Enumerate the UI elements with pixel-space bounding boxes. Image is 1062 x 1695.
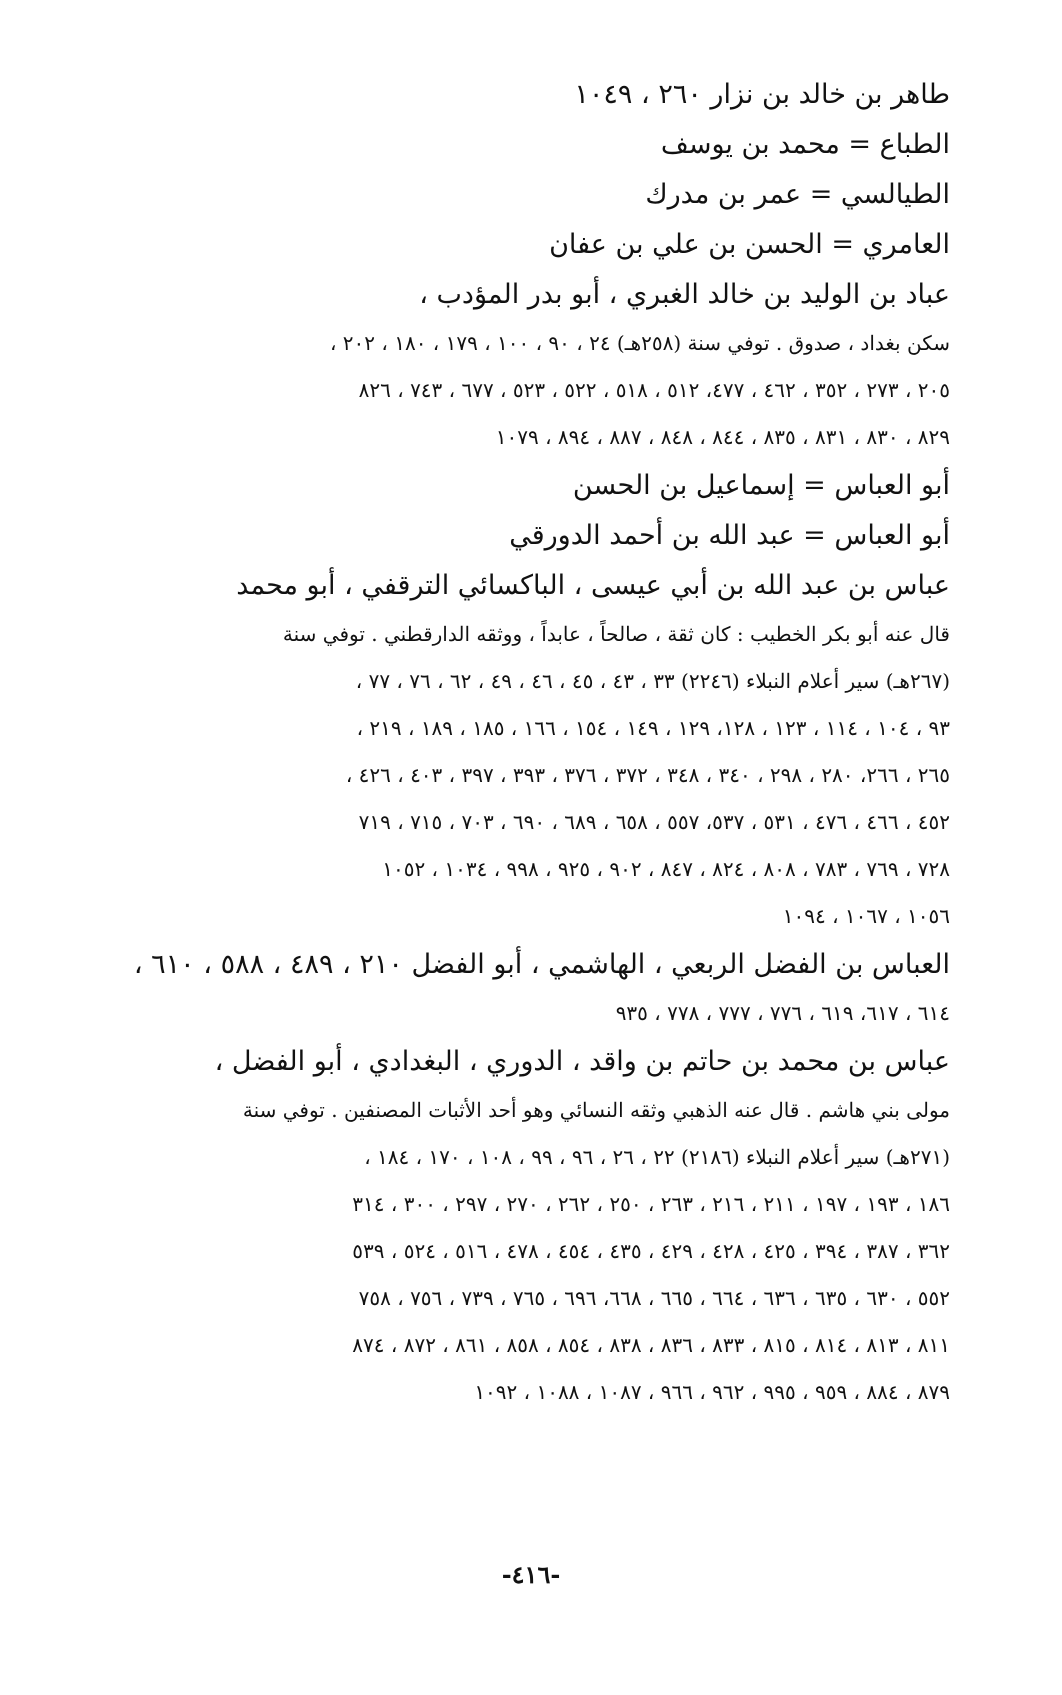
detail-line: ٦١٤ ، ٦١٧، ٦١٩ ، ٧٧٦ ، ٧٧٧ ، ٧٧٨ ، ٩٣٥ <box>615 1001 950 1025</box>
detail-line: ٢٦٥ ، ٢٦٦، ٢٨٠ ، ٢٩٨ ، ٣٤٠ ، ٣٤٨ ، ٣٧٢ ، ٣٧٦ ، ٣٩٣ ، ٣٩٧ ، ٤٠٣ ، ٤٢٦ ، <box>345 763 950 787</box>
detail-line: (٢٧١هـ) سير أعلام النبلاء (٢١٨٦) ٢٢ ، ٢٦ ، ٩٦ ، ٩٩ ، ١٠٨ ، ١٧٠ ، ١٨٤ ، <box>364 1145 950 1169</box>
detail-line: ٨٧٩ ، ٨٨٤ ، ٩٥٩ ، ٩٩٥ ، ٩٦٢ ، ٩٦٦ ، ١٠٨٧ ، ١٠٨٨ ، ١٠٩٢ <box>474 1380 950 1404</box>
index-text-block <box>80 70 950 1416</box>
entry-line: أبو العباس = عبد الله بن أحمد الدورقي <box>509 520 950 551</box>
detail-line: سكن بغداد ، صدوق . توفي سنة (٢٥٨هـ) ٢٤ ، ٩٠ ، ١٠٠ ، ١٧٩ ، ١٨٠ ، ٢٠٢ ، <box>329 331 950 355</box>
detail-line: ٣٦٢ ، ٣٨٧ ، ٣٩٤ ، ٤٢٥ ، ٤٢٨ ، ٤٢٩ ، ٤٣٥ ، ٤٥٤ ، ٤٧٨ ، ٥١٦ ، ٥٢٤ ، ٥٣٩ <box>352 1239 950 1263</box>
entry-line: عباس بن محمد بن حاتم بن واقد ، الدوري ، البغدادي ، أبو الفضل ، <box>214 1046 950 1077</box>
page-number: -٤١٦- <box>501 1560 561 1589</box>
entry-line: عباد بن الوليد بن خالد الغبري ، أبو بدر المؤدب ، <box>419 279 950 310</box>
entry-line: الطيالسي = عمر بن مدرك <box>645 179 950 210</box>
detail-line: ٧٢٨ ، ٧٦٩ ، ٧٨٣ ، ٨٠٨ ، ٨٢٤ ، ٨٤٧ ، ٩٠٢ ، ٩٢٥ ، ٩٩٨ ، ١٠٣٤ ، ١٠٥٢ <box>382 857 950 881</box>
entry-line: العباس بن الفضل الربعي ، الهاشمي ، أبو الفضل ٢١٠ ، ٤٨٩ ، ٥٨٨ ، ٦١٠ ، <box>133 949 950 980</box>
entry-line: الطباع = محمد بن يوسف <box>660 129 950 160</box>
entry-line: أبو العباس = إسماعيل بن الحسن <box>572 470 950 501</box>
detail-line: ٩٣ ، ١٠٤ ، ١١٤ ، ١٢٣ ، ١٢٨، ١٢٩ ، ١٤٩ ، ١٥٤ ، ١٦٦ ، ١٨٥ ، ١٨٩ ، ٢١٩ ، <box>356 716 950 740</box>
detail-line: ٨١١ ، ٨١٣ ، ٨١٤ ، ٨١٥ ، ٨٣٣ ، ٨٣٦ ، ٨٣٨ ، ٨٥٤ ، ٨٥٨ ، ٨٦١ ، ٨٧٢ ، ٨٧٤ <box>352 1333 950 1357</box>
detail-line: ٤٥٢ ، ٤٦٦ ، ٤٧٦ ، ٥٣١ ، ٥٣٧، ٥٥٧ ، ٦٥٨ ، ٦٨٩ ، ٦٩٠ ، ٧٠٣ ، ٧١٥ ، ٧١٩ <box>358 810 950 834</box>
detail-line: مولى بني هاشم . قال عنه الذهبي وثقه النسائي وهو أحد الأثبات المصنفين . توفي سنة <box>242 1098 950 1122</box>
entry-line: عباس بن عبد الله بن أبي عيسى ، الباكسائي الترقفي ، أبو محمد <box>236 570 950 601</box>
detail-line: ٢٠٥ ، ٢٧٣ ، ٣٥٢ ، ٤٦٢ ، ٤٧٧، ٥١٢ ، ٥١٨ ، ٥٢٢ ، ٥٢٣ ، ٦٧٧ ، ٧٤٣ ، ٨٢٦ <box>358 378 950 402</box>
detail-line: قال عنه أبو بكر الخطيب : كان ثقة ، صالحاً ، عابداً ، ووثقه الدارقطني . توفي سنة <box>282 622 950 646</box>
detail-line: ٨٢٩ ، ٨٣٠ ، ٨٣١ ، ٨٣٥ ، ٨٤٤ ، ٨٤٨ ، ٨٨٧ ، ٨٩٤ ، ١٠٧٩ <box>495 425 950 449</box>
detail-line: ١٨٦ ، ١٩٣ ، ١٩٧ ، ٢١١ ، ٢١٦ ، ٢٦٣ ، ٢٥٠ ، ٢٦٢ ، ٢٧٠ ، ٢٩٧ ، ٣٠٠ ، ٣١٤ <box>352 1192 950 1216</box>
detail-line: ١٠٥٦ ، ١٠٦٧ ، ١٠٩٤ <box>782 904 950 928</box>
detail-line: (٢٦٧هـ) سير أعلام النبلاء (٢٢٤٦) ٣٣ ، ٤٣ ، ٤٥ ، ٤٦ ، ٤٩ ، ٦٢ ، ٧٦ ، ٧٧ ، <box>355 669 950 693</box>
detail-line: ٥٥٢ ، ٦٣٠ ، ٦٣٥ ، ٦٣٦ ، ٦٦٤ ، ٦٦٥ ، ٦٦٨، ٦٩٦ ، ٧٦٥ ، ٧٣٩ ، ٧٥٦ ، ٧٥٨ <box>358 1286 950 1310</box>
entry-line: العامري = الحسن بن علي بن عفان <box>549 229 950 260</box>
entry-line: طاهر بن خالد بن نزار ٢٦٠ ، ١٠٤٩ <box>574 79 950 110</box>
